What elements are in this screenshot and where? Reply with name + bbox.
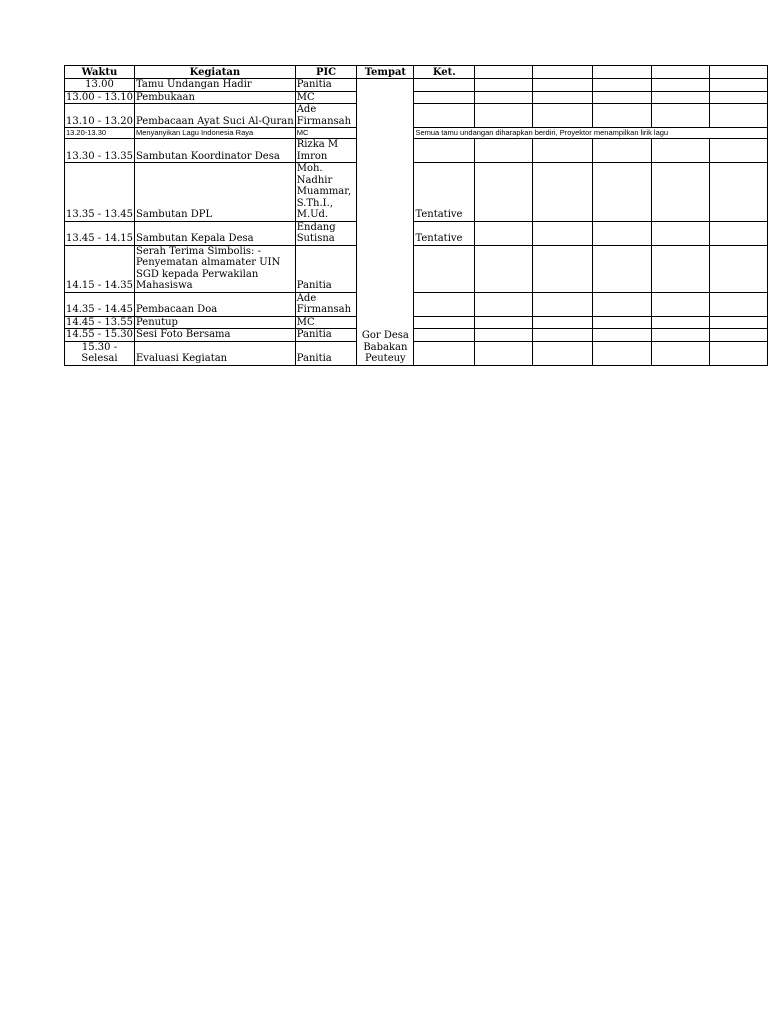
cell-kegiatan: Sambutan Koordinator Desa <box>135 139 296 163</box>
empty-cell <box>592 329 651 342</box>
empty-cell <box>475 163 533 222</box>
empty-cell <box>709 341 767 365</box>
cell-pic: Panitia <box>295 245 357 292</box>
cell-kegiatan: Evaluasi Kegiatan <box>135 341 296 365</box>
cell-pic: Panitia <box>295 329 357 342</box>
empty-cell <box>475 245 533 292</box>
empty-cell <box>592 66 651 79</box>
table-row <box>65 91 768 104</box>
empty-cell <box>475 91 533 104</box>
empty-cell <box>475 292 533 316</box>
cell-ket <box>414 329 475 342</box>
empty-cell <box>592 316 651 329</box>
cell-tempat: Gor Desa Babakan Peuteuy <box>357 79 414 366</box>
table-row <box>65 341 768 365</box>
empty-cell <box>709 245 767 292</box>
empty-cell <box>652 329 709 342</box>
cell-ket: Tentative <box>414 163 475 222</box>
cell-ket <box>414 79 475 92</box>
empty-cell <box>475 221 533 245</box>
table-row <box>65 245 768 292</box>
table-row <box>65 329 768 342</box>
cell-waktu: 14.15 - 14.35 <box>65 245 135 292</box>
empty-cell <box>652 79 709 92</box>
empty-cell <box>592 91 651 104</box>
empty-cell <box>652 104 709 128</box>
cell-waktu: 14.55 - 15.30 <box>66 329 133 340</box>
empty-cell <box>652 91 709 104</box>
header-kegiatan: Kegiatan <box>135 66 296 79</box>
cell-kegiatan: Sambutan Kepala Desa <box>135 221 296 245</box>
cell-kegiatan: Serah Terima Simbolis: - Penyematan almamater UIN SGD kepada Perwakilan Mahasiswa <box>135 245 296 292</box>
cell-kegiatan: Penutup <box>135 316 296 329</box>
cell-pic: Rizka M Imron <box>295 139 357 163</box>
cell-pic: Panitia <box>295 341 357 365</box>
cell-waktu: 13.10 - 13.20 <box>65 104 135 128</box>
cell-waktu: 13.35 - 13.45 <box>65 163 135 222</box>
empty-cell <box>592 104 651 128</box>
cell-ket <box>414 91 475 104</box>
empty-cell <box>652 221 709 245</box>
cell-kegiatan: Pembacaan Doa <box>135 292 296 316</box>
cell-ket <box>414 104 475 128</box>
empty-cell <box>533 329 592 342</box>
schedule-table <box>64 65 768 366</box>
cell-ket <box>414 316 475 329</box>
table-row <box>65 221 768 245</box>
header-ket: Ket. <box>414 66 475 79</box>
empty-cell <box>652 139 709 163</box>
table-row <box>65 163 768 222</box>
empty-cell <box>709 79 767 92</box>
table-row <box>65 292 768 316</box>
cell-kegiatan: Tamu Undangan Hadir <box>135 79 296 92</box>
empty-cell <box>709 139 767 163</box>
empty-cell <box>533 341 592 365</box>
table-row <box>65 128 768 139</box>
table-row <box>65 139 768 163</box>
header-tempat: Tempat <box>357 66 414 79</box>
empty-cell <box>533 163 592 222</box>
cell-kegiatan: Pembacaan Ayat Suci Al-Quran <box>135 104 296 128</box>
cell-ket <box>414 292 475 316</box>
empty-cell <box>533 245 592 292</box>
empty-cell <box>533 79 592 92</box>
cell-waktu: 13.00 - 13.10 <box>66 91 133 103</box>
cell-ket: Semua tamu undangan diharapkan berdiri, Proyektor menampilkan lirik lagu <box>414 128 768 139</box>
cell-ket: Tentative <box>414 221 475 245</box>
empty-cell <box>533 316 592 329</box>
cell-pic: Ade Firmansah <box>295 292 357 316</box>
empty-cell <box>592 163 651 222</box>
cell-waktu: 13.20-13.30 <box>65 128 135 139</box>
cell-pic: Ade Firmansah <box>295 104 357 128</box>
cell-kegiatan: Menyanyikan Lagu Indonesia Raya <box>135 128 296 139</box>
table-row <box>65 316 768 329</box>
empty-cell <box>709 316 767 329</box>
empty-cell <box>475 139 533 163</box>
cell-kegiatan: Pembukaan <box>135 91 296 104</box>
cell-waktu: 13.30 - 13.35 <box>65 139 135 163</box>
cell-pic: MC <box>295 316 357 329</box>
empty-cell <box>475 341 533 365</box>
cell-pic: MC <box>295 91 357 104</box>
empty-cell <box>475 329 533 342</box>
cell-waktu: 14.35 - 14.45 <box>65 292 135 316</box>
cell-pic: Moh. Nadhir Muammar, S.Th.I., M.Ud. <box>295 163 357 222</box>
empty-cell <box>475 104 533 128</box>
empty-cell <box>652 341 709 365</box>
empty-cell <box>592 245 651 292</box>
cell-pic: MC <box>295 128 357 139</box>
empty-cell <box>592 79 651 92</box>
empty-cell <box>709 329 767 342</box>
cell-ket <box>414 341 475 365</box>
empty-cell <box>533 66 592 79</box>
empty-cell <box>652 292 709 316</box>
empty-cell <box>533 221 592 245</box>
empty-cell <box>709 66 767 79</box>
empty-cell <box>709 163 767 222</box>
empty-cell <box>709 91 767 104</box>
empty-cell <box>475 316 533 329</box>
cell-waktu: 15.30 - Selesai <box>65 341 135 365</box>
empty-cell <box>652 163 709 222</box>
cell-ket <box>414 139 475 163</box>
empty-cell <box>652 245 709 292</box>
cell-kegiatan: Sesi Foto Bersama <box>135 329 296 342</box>
empty-cell <box>592 292 651 316</box>
empty-cell <box>475 79 533 92</box>
empty-cell <box>533 104 592 128</box>
empty-cell <box>592 139 651 163</box>
empty-cell <box>592 221 651 245</box>
header-row <box>65 66 768 79</box>
empty-cell <box>533 139 592 163</box>
empty-cell <box>709 292 767 316</box>
cell-ket <box>414 245 475 292</box>
cell-kegiatan: Sambutan DPL <box>135 163 296 222</box>
empty-cell <box>592 341 651 365</box>
header-pic: PIC <box>295 66 357 79</box>
cell-waktu: 13.00 <box>65 79 135 92</box>
header-waktu: Waktu <box>65 66 135 79</box>
empty-cell <box>709 104 767 128</box>
empty-cell <box>533 292 592 316</box>
empty-cell <box>652 66 709 79</box>
empty-cell <box>709 221 767 245</box>
cell-pic: Panitia <box>295 79 357 92</box>
cell-waktu: 13.45 - 14.15 <box>65 221 135 245</box>
cell-pic: Endang Sutisna <box>295 221 357 245</box>
cell-waktu: 14.45 - 13.55 <box>66 316 133 328</box>
empty-cell <box>475 66 533 79</box>
table-row <box>65 79 768 92</box>
table-row <box>65 104 768 128</box>
empty-cell <box>533 91 592 104</box>
empty-cell <box>652 316 709 329</box>
